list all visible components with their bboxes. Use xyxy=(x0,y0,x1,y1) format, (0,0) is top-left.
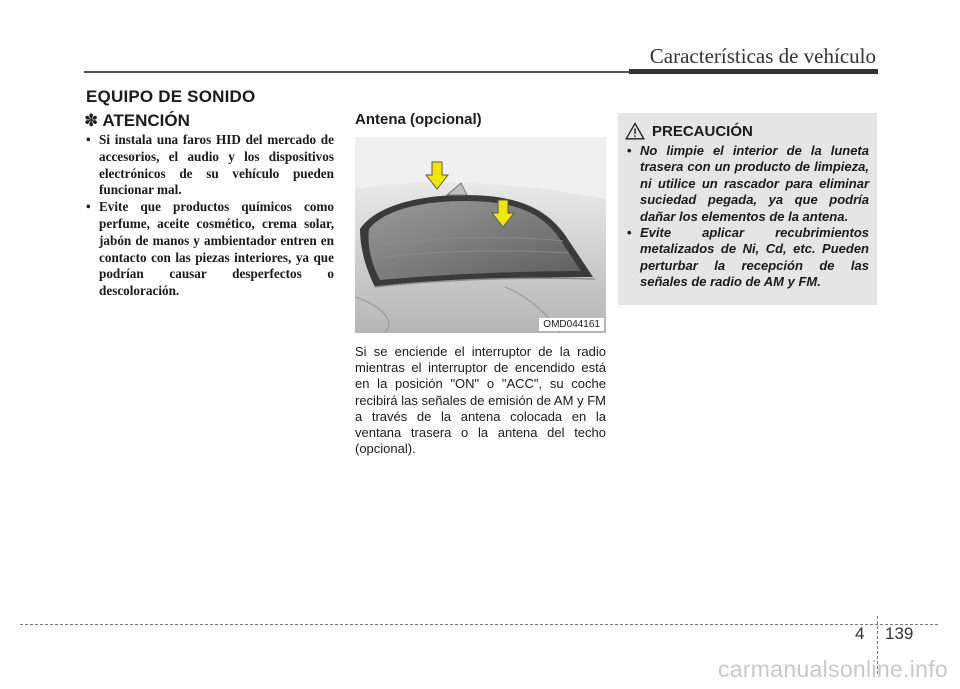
atencion-list xyxy=(84,132,334,300)
list-item-text: Si instala una faros HID del mercado de accesorios, el audio y los dispositivos electrónicos de su vehículo pueden funcionar mal. xyxy=(99,132,334,198)
caution-heading-text: PRECAUCIÓN xyxy=(652,122,753,140)
watermark: carmanualsonline.info xyxy=(717,656,948,682)
bullet-icon: • xyxy=(627,225,632,241)
header-rule xyxy=(84,71,629,73)
bullet-icon: • xyxy=(627,143,632,158)
list-item xyxy=(84,132,334,199)
car-rear-illustration xyxy=(355,137,606,333)
list-item-text: Evite aplicar recubrimientos metalizados de Ni, Cd, etc. Pueden perturbar la recepción de las señales de radio de AM y FM. xyxy=(640,225,869,290)
list-item-text: No limpie el interior de la luneta trasera con un producto de limpieza, ni utilice un rascador para eliminar suciedad pegada, ya que podría dañar los elementos de la antena. xyxy=(640,143,869,224)
section-title: EQUIPO DE SONIDO xyxy=(86,87,256,106)
footer-divider xyxy=(20,624,938,625)
list-item xyxy=(84,199,334,300)
page-number: 139 xyxy=(885,624,914,643)
caution-heading xyxy=(625,122,753,140)
header-rule-accent xyxy=(629,69,878,74)
list-item xyxy=(627,143,869,225)
bullet-icon: • xyxy=(86,132,91,147)
bullet-icon: • xyxy=(86,199,91,215)
figure-label: OMD044161 xyxy=(539,318,604,331)
atencion-heading: ✽ ATENCIÓN xyxy=(84,111,190,130)
caution-list xyxy=(627,143,869,291)
list-item-text: Evite que productos químicos como perfume, aceite cosmético, crema solar, jabón de manos y ambientador entren en contacto con las piezas interiores, ya que podrían causar desperfectos o descoloración. xyxy=(99,199,334,299)
chapter-number: 4 xyxy=(855,624,865,643)
chapter-title: Características de vehículo xyxy=(649,44,876,68)
warning-triangle-icon xyxy=(625,122,645,140)
antena-body-text: Si se enciende el interruptor de la radio mientras el interruptor de encendido está en la posición "ON" o "ACC", su coche recibirá las señales de emisión de AM y FM a través de la antena colocada en la ventana trasera o la antena del techo (opcional). xyxy=(355,344,606,457)
list-item xyxy=(627,225,869,291)
antenna-figure xyxy=(355,137,606,333)
antena-heading: Antena (opcional) xyxy=(355,111,482,128)
